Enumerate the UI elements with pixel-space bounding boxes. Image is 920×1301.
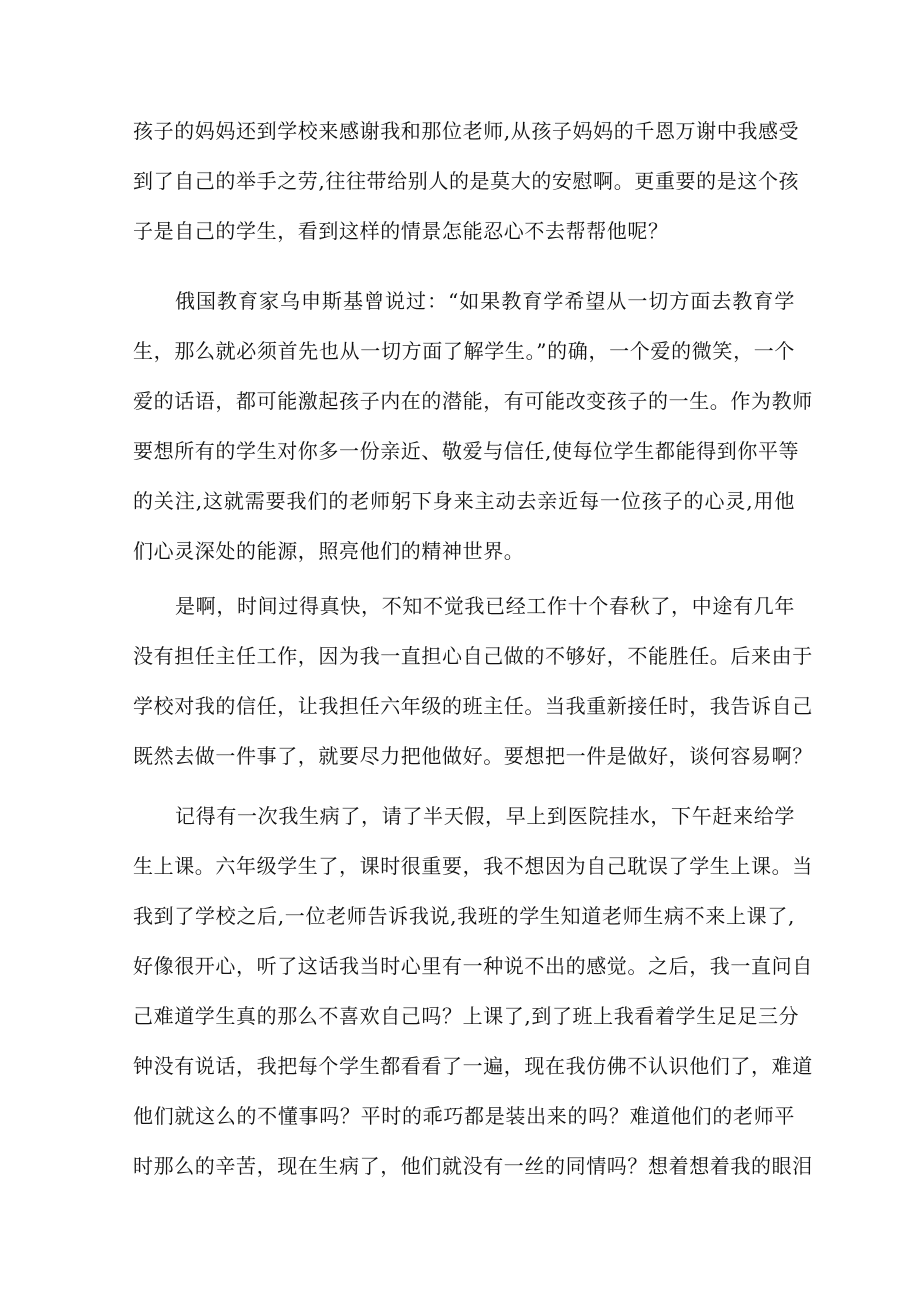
text-line: 是啊，时间过得真快，不知不觉我已经工作十个春秋了，中途有几年 — [175, 594, 795, 618]
text-line: 他们就这么的不懂事吗？平时的乖巧都是装出来的吗？难道他们的老师平 — [133, 1104, 795, 1128]
text-line: 俄国教育家乌申斯基曾说过：“如果教育学希望从一切方面去教育学 — [175, 289, 795, 313]
text-line: 生上课。六年级学生了，课时很重要，我不想因为自己耽误了学生上课。当 — [133, 854, 813, 878]
text-line: 学校对我的信任，让我担任六年级的班主任。当我重新接任时，我告诉自己 — [133, 694, 813, 718]
text-line: 好像很开心，听了这话我当时心里有一种说不出的感觉。之后，我一直问自 — [133, 954, 813, 978]
text-line: 们心灵深处的能源，照亮他们的精神世界。 — [133, 539, 525, 563]
text-line: 要想所有的学生对你多一份亲近、敬爱与信任,使每位学生都能得到你平等 — [133, 439, 800, 463]
text-line: 我到了学校之后,一位老师告诉我说,我班的学生知道老师生病不来上课了, — [133, 904, 795, 928]
text-line: 钟没有说话，我把每个学生都看看了一遍，现在我仿佛不认识他们了，难道 — [133, 1054, 813, 1078]
text-line: 时那么的辛苦，现在生病了，他们就没有一丝的同情吗？想着想着我的眼泪 — [133, 1154, 813, 1178]
text-line: 己难道学生真的那么不喜欢自己吗？上课了,到了班上我看着学生足足三分 — [133, 1004, 800, 1028]
text-line: 的关注,这就需要我们的老师躬下身来主动去亲近每一位孩子的心灵,用他 — [133, 489, 795, 513]
text-line: 子是自己的学生，看到这样的情景怎能忍心不去帮帮他呢？ — [133, 219, 669, 243]
text-line: 记得有一次我生病了，请了半天假，早上到医院挂水，下午赶来给学 — [175, 804, 795, 828]
text-line: 生，那么就必须首先也从一切方面了解学生。”的确，一个爱的微笑，一个 — [133, 339, 795, 363]
text-line: 孩子的妈妈还到学校来感谢我和那位老师,从孩子妈妈的千恩万谢中我感受 — [133, 119, 800, 143]
text-line: 到了自己的举手之劳,往往带给别人的是莫大的安慰啊。更重要的是这个孩 — [133, 169, 800, 193]
text-line: 没有担任主任工作，因为我一直担心自己做的不够好，不能胜任。后来由于 — [133, 644, 813, 668]
text-line: 爱的话语，都可能激起孩子内在的潜能，有可能改变孩子的一生。作为教师 — [133, 389, 813, 413]
text-line: 既然去做一件事了，就要尽力把他做好。要想把一件是做好，谈何容易啊？ — [133, 744, 813, 768]
